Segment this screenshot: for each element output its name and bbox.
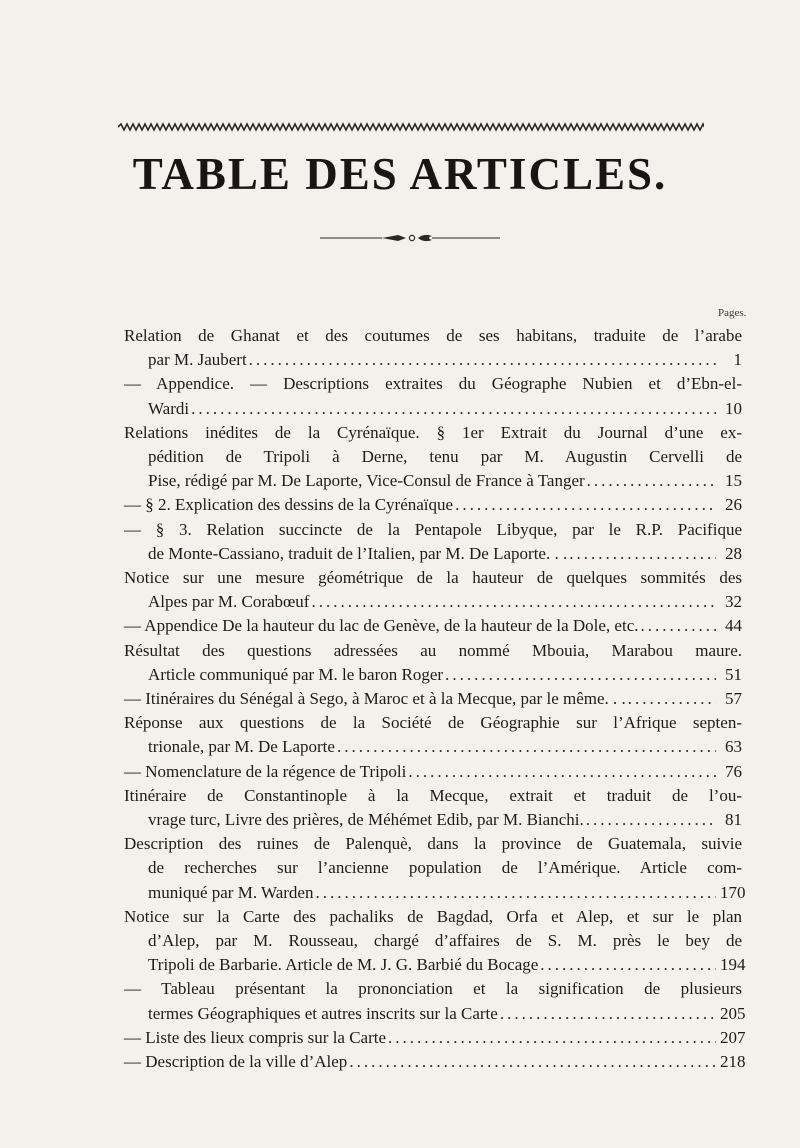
top-decorative-border <box>118 122 704 132</box>
toc-entry-line: Relation de Ghanat et des coutumes de ses habitans, traduite de l’arabe <box>124 326 742 345</box>
toc-entry <box>124 784 742 832</box>
dot-leader <box>587 469 716 493</box>
toc-entry-line: de recherches sur l’ancienne population de l’Amérique. Article com- <box>148 858 742 878</box>
toc-entry-text: Article communiqué par M. le baron Roger <box>148 664 444 684</box>
toc-entry-text: par M. Jaubert <box>148 350 247 370</box>
page-number: 15 <box>725 471 742 491</box>
toc-entry <box>124 639 742 687</box>
dot-leader <box>315 881 716 905</box>
toc-entry-line: Résultat des questions adressées au nommé Mbouia, Marabou maure. <box>124 640 742 660</box>
toc-entry-line: Réponse aux questions de la Société de Géographie sur l’Afrique septen- <box>124 713 742 733</box>
toc-entry-final-line <box>124 663 742 687</box>
toc-entry-final-line <box>124 687 742 711</box>
toc-entry-line: Description des ruines de Palenquè, dans la province de Guatemala, suivie <box>124 834 742 854</box>
toc-entry-final-line <box>124 397 742 421</box>
toc-entry-text: — Description de la ville d’Alep <box>124 1052 348 1072</box>
dot-leader <box>628 687 716 711</box>
toc-entry <box>124 518 742 566</box>
toc-entry <box>124 1050 746 1074</box>
toc-entry-text: — Appendice De la hauteur du lac de Genève, de la hauteur de la Dole, etc. <box>124 616 639 636</box>
ornament-divider <box>320 232 500 244</box>
page-title: TABLE DES ARTICLES. <box>132 149 668 199</box>
toc-entry-line: d’Alep, par M. Rousseau, chargé d’affaires de S. M. près le bey de <box>148 931 742 951</box>
toc-entry-text: — § 2. Explication des dessins de la Cyrénaïque <box>124 495 454 515</box>
toc-entry-final-line <box>124 1050 746 1074</box>
toc-entry <box>124 977 746 1025</box>
toc-entry-text: de Monte-Cassiano, traduit de l’Italien, par M. De Laporte. . . <box>148 543 568 563</box>
dot-leader <box>349 1050 716 1074</box>
page-number: 57 <box>725 689 742 709</box>
toc-entry-text: Tripoli de Barbarie. Article de M. J. G. Barbié du Bocage <box>148 955 539 975</box>
toc-entry-text: Alpes par M. Corabœuf <box>148 592 310 612</box>
toc-entry-final-line <box>124 1002 746 1026</box>
toc-entry-line: — Tableau présentant la prononciation et la signification de plusieurs <box>124 979 742 999</box>
toc-entry-final-line <box>124 348 742 372</box>
toc-entry-text: Wardi <box>148 398 190 418</box>
page-number: 28 <box>725 543 742 563</box>
page-number: 51 <box>725 664 742 684</box>
toc-entry-line: Relations inédites de la Cyrénaïque. § 1er Extrait du Journal d’une ex- <box>124 422 742 442</box>
page-number: 44 <box>725 616 742 636</box>
toc-entry-text: — Itinéraires du Sénégal à Sego, à Maroc et à la Mecque, par le même. . . <box>124 689 626 709</box>
toc-entry <box>124 493 742 517</box>
toc-entry <box>124 421 742 494</box>
dot-leader <box>586 808 716 832</box>
toc-entry-text: muniqué par M. Warden <box>148 882 314 902</box>
toc-entry-final-line <box>124 953 746 977</box>
toc-entry-final-line <box>124 493 742 517</box>
pages-column-label: Pages. <box>718 307 747 319</box>
toc-entry <box>124 566 742 614</box>
dot-leader <box>191 397 716 421</box>
page-number: 194 <box>720 955 746 975</box>
toc-entry-text: termes Géographiques et autres inscrits sur la Carte <box>148 1003 498 1023</box>
toc-entry-line: Notice sur une mesure géométrique de la hauteur de quelques sommités des <box>124 568 742 588</box>
dot-leader <box>569 542 716 566</box>
page-number: 207 <box>720 1027 746 1047</box>
dot-leader <box>311 590 716 614</box>
dot-leader <box>388 1026 716 1050</box>
page-number: 63 <box>725 737 742 757</box>
toc-entry <box>124 614 742 638</box>
dot-leader <box>641 614 717 638</box>
page-number: 32 <box>725 592 742 612</box>
toc-entry <box>124 687 742 711</box>
page-number: 1 <box>733 350 742 370</box>
dot-leader <box>500 1002 716 1026</box>
toc-entry <box>124 905 746 978</box>
page-number: 81 <box>725 810 742 830</box>
toc-entry-line: pédition de Tripoli à Derne, tenu par M. Augustin Cervelli de <box>148 447 742 467</box>
page-number: 205 <box>720 1003 746 1023</box>
toc-entry-final-line <box>124 1026 746 1050</box>
toc-entry-line: — § 3. Relation succincte de la Pentapole Libyque, par le R.P. Pacifique <box>124 519 742 539</box>
toc-entry-final-line <box>124 614 742 638</box>
toc-entry-text: trionale, par M. De Laporte <box>148 737 335 757</box>
toc-entry-text: — Nomenclature de la régence de Tripoli <box>124 761 407 781</box>
toc-entry-final-line <box>124 760 742 784</box>
dot-leader <box>337 735 716 759</box>
toc-entry-final-line <box>124 808 742 832</box>
toc-entry-final-line <box>124 590 742 614</box>
dot-leader <box>455 493 716 517</box>
toc-entry-line: — Appendice. — Descriptions extraites du Géographe Nubien et d’Ebn-el- <box>124 374 742 394</box>
toc-entry-final-line <box>124 735 742 759</box>
toc-entry <box>124 372 742 420</box>
page-number: 218 <box>720 1052 746 1072</box>
page-number: 26 <box>725 495 742 515</box>
page-number: 170 <box>720 882 746 902</box>
toc-entry-final-line <box>124 469 742 493</box>
toc-entry <box>124 832 746 905</box>
toc-entry-text: vrage turc, Livre des prières, de Méhémet Edib, par M. Bianchi. <box>148 810 584 830</box>
toc-entry-final-line <box>124 881 746 905</box>
toc-entry <box>124 711 742 759</box>
toc-entry-line: Itinéraire de Constantinople à la Mecque, extrait et traduit de l’ou- <box>124 785 742 805</box>
toc-entry-line: Notice sur la Carte des pachaliks de Bagdad, Orfa et Alep, et sur le plan <box>124 906 742 926</box>
toc-entry-text: Pise, rédigé par M. De Laporte, Vice-Consul de France à Tanger <box>148 471 585 491</box>
dot-leader <box>445 663 716 687</box>
toc-entry <box>124 1026 746 1050</box>
dot-leader <box>408 760 716 784</box>
toc-entry <box>124 760 742 784</box>
toc-entry-final-line <box>124 542 742 566</box>
toc-entry <box>124 324 742 372</box>
page-number: 10 <box>725 398 742 418</box>
page-number: 76 <box>725 761 742 781</box>
dot-leader <box>249 348 716 372</box>
table-of-contents <box>124 324 746 1074</box>
toc-entry-text: — Liste des lieux compris sur la Carte <box>124 1027 387 1047</box>
dot-leader <box>540 953 716 977</box>
